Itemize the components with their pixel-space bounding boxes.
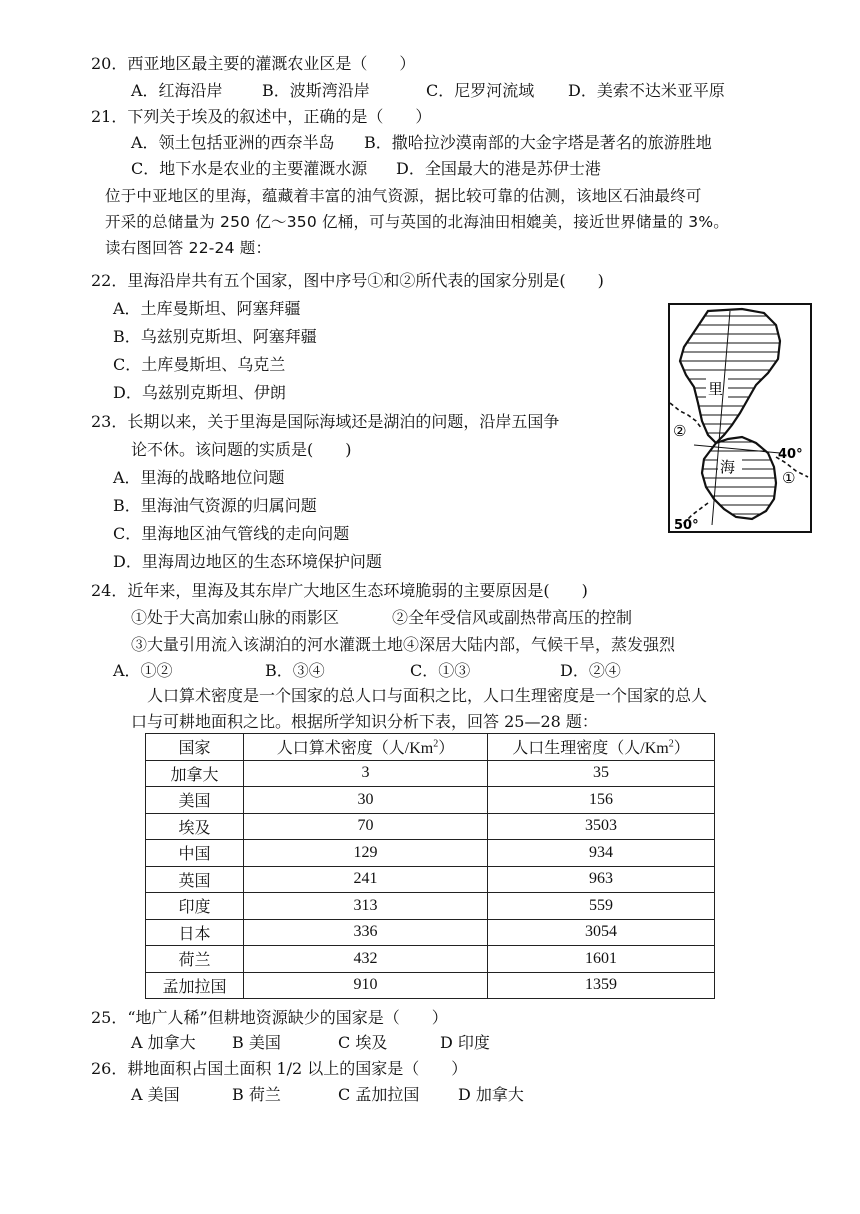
q22-option-b[interactable]: B．乌兹别克斯坦、阿塞拜疆	[113, 327, 317, 346]
map-label-li: 里	[708, 380, 724, 398]
q20-option-c[interactable]: C．尼罗河流域	[426, 81, 535, 100]
arithmetic-density-cell: 313	[244, 893, 488, 920]
q24-item-2: ②全年受信风或副热带高压的控制	[392, 608, 633, 627]
physiological-density-cell: 35	[488, 760, 715, 787]
physiological-density-cell: 3054	[488, 919, 715, 946]
arithmetic-density-cell: 30	[244, 787, 488, 814]
physiological-density-cell: 1359	[488, 972, 715, 999]
country-cell: 荷兰	[146, 946, 244, 973]
physiological-density-cell: 934	[488, 840, 715, 867]
q21-option-d[interactable]: D．全国最大的港是苏伊士港	[396, 159, 601, 178]
q20-option-b[interactable]: B．波斯湾沿岸	[262, 81, 370, 100]
arithmetic-density-cell: 910	[244, 972, 488, 999]
map-label-40-degrees: 40°	[778, 447, 803, 462]
q22-option-c[interactable]: C．土库曼斯坦、乌克兰	[113, 355, 286, 374]
physiological-density-cell: 156	[488, 787, 715, 814]
arithmetic-density-cell: 129	[244, 840, 488, 867]
table-row	[146, 866, 715, 893]
q23-option-b[interactable]: B．里海油气资源的归属问题	[113, 496, 317, 515]
table-row	[146, 787, 715, 814]
q25-option-d[interactable]: D 印度	[440, 1033, 490, 1052]
caspian-intro-line-1: 位于中亚地区的里海，蕴藏着丰富的油气资源，据比较可靠的估测，该地区石油最终可	[105, 187, 702, 205]
q26-option-a[interactable]: A 美国	[131, 1085, 180, 1104]
country-cell: 美国	[146, 787, 244, 814]
arithmetic-density-cell: 241	[244, 866, 488, 893]
q21-option-a[interactable]: A．领土包括亚洲的西奈半岛	[131, 133, 335, 152]
country-cell: 英国	[146, 866, 244, 893]
table-row	[146, 760, 715, 787]
q23-option-a[interactable]: A．里海的战略地位问题	[113, 468, 285, 487]
q24-option-b[interactable]: B．③④	[265, 661, 325, 680]
q26-option-d[interactable]: D 加拿大	[458, 1085, 524, 1104]
header-arithmetic-density: 人口算术密度（人/Km$^2$）	[244, 734, 488, 761]
q24-stem: 24．近年来，里海及其东岸广大地区生态环境脆弱的主要原因是( )	[91, 581, 588, 600]
q26-stem: 26．耕地面积占国土面积 1/2 以上的国家是（ ）	[91, 1059, 468, 1078]
table-row	[146, 919, 715, 946]
q22-stem: 22．里海沿岸共有五个国家，图中序号①和②所代表的国家分别是( )	[91, 271, 604, 290]
q24-items-3-4: ③大量引用流入该湖泊的河水灌溉土地④深居大陆内部，气候干旱，蒸发强烈	[131, 635, 676, 654]
country-cell: 中国	[146, 840, 244, 867]
q23-option-c[interactable]: C．里海地区油气管线的走向问题	[113, 524, 350, 543]
map-label-50-degrees: 50°	[674, 518, 699, 533]
physiological-density-cell: 3503	[488, 813, 715, 840]
q23-stem-line-2: 论不休。该问题的实质是( )	[131, 440, 352, 459]
table-row	[146, 840, 715, 867]
q22-option-a[interactable]: A．土库曼斯坦、阿塞拜疆	[113, 299, 301, 318]
physiological-density-cell: 559	[488, 893, 715, 920]
q25-option-b[interactable]: B 美国	[232, 1033, 281, 1052]
map-label-circle-2: ②	[673, 422, 687, 440]
table-row	[146, 893, 715, 920]
q21-option-c[interactable]: C．地下水是农业的主要灌溉水源	[131, 159, 368, 178]
arithmetic-density-cell: 336	[244, 919, 488, 946]
q26-option-b[interactable]: B 荷兰	[232, 1085, 281, 1104]
arithmetic-density-cell: 432	[244, 946, 488, 973]
q24-option-a[interactable]: A．①②	[113, 661, 173, 680]
physiological-density-cell: 963	[488, 866, 715, 893]
q23-option-d[interactable]: D．里海周边地区的生态环境保护问题	[113, 552, 382, 571]
table-header-row	[146, 734, 715, 761]
caspian-sea-map	[668, 303, 812, 533]
country-cell: 孟加拉国	[146, 972, 244, 999]
country-cell: 印度	[146, 893, 244, 920]
table-row	[146, 972, 715, 999]
map-label-circle-1: ①	[782, 469, 796, 487]
table-row	[146, 946, 715, 973]
map-label-hai: 海	[720, 458, 736, 476]
density-intro-line-2: 口与可耕地面积之比。根据所学知识分析下表，回答 25—28 题：	[131, 712, 598, 731]
q25-option-c[interactable]: C 埃及	[338, 1033, 388, 1052]
q22-option-d[interactable]: D．乌兹别克斯坦、伊朗	[113, 383, 286, 402]
arithmetic-density-cell: 3	[244, 760, 488, 787]
country-cell: 日本	[146, 919, 244, 946]
physiological-density-cell: 1601	[488, 946, 715, 973]
arithmetic-density-cell: 70	[244, 813, 488, 840]
q20-stem: 20．西亚地区最主要的灌溉农业区是（ ）	[91, 54, 416, 73]
country-cell: 埃及	[146, 813, 244, 840]
q23-stem-line-1: 23．长期以来，关于里海是国际海域还是湖泊的问题，沿岸五国争	[91, 412, 560, 431]
header-physiological-density: 人口生理密度（人/Km$^2$）	[488, 734, 715, 761]
density-intro-line-1: 人口算术密度是一个国家的总人口与面积之比，人口生理密度是一个国家的总人	[147, 686, 708, 705]
header-country: 国家	[146, 734, 244, 761]
q25-option-a[interactable]: A 加拿大	[131, 1033, 196, 1052]
q21-stem: 21．下列关于埃及的叙述中，正确的是（ ）	[91, 107, 432, 126]
caspian-intro-line-3: 读右图回答 22-24 题：	[105, 239, 272, 257]
q24-option-c[interactable]: C．①③	[410, 661, 471, 680]
q25-stem: 25．“地广人稀”但耕地资源缺少的国家是（ ）	[91, 1008, 448, 1027]
q20-option-d[interactable]: D．美索不达米亚平原	[568, 81, 725, 100]
population-density-table	[145, 733, 715, 999]
q24-item-1: ①处于大高加索山脉的雨影区	[131, 608, 340, 627]
q26-option-c[interactable]: C 孟加拉国	[338, 1085, 420, 1104]
country-cell: 加拿大	[146, 760, 244, 787]
q21-option-b[interactable]: B．撒哈拉沙漠南部的大金字塔是著名的旅游胜地	[364, 133, 712, 152]
q24-option-d[interactable]: D．②④	[560, 661, 621, 680]
q20-option-a[interactable]: A．红海沿岸	[131, 81, 223, 100]
table-row	[146, 813, 715, 840]
caspian-intro-line-2: 开采的总储量为 250 亿～350 亿桶，可与英国的北海油田相媲美，接近世界储量的 3%。	[105, 213, 729, 231]
